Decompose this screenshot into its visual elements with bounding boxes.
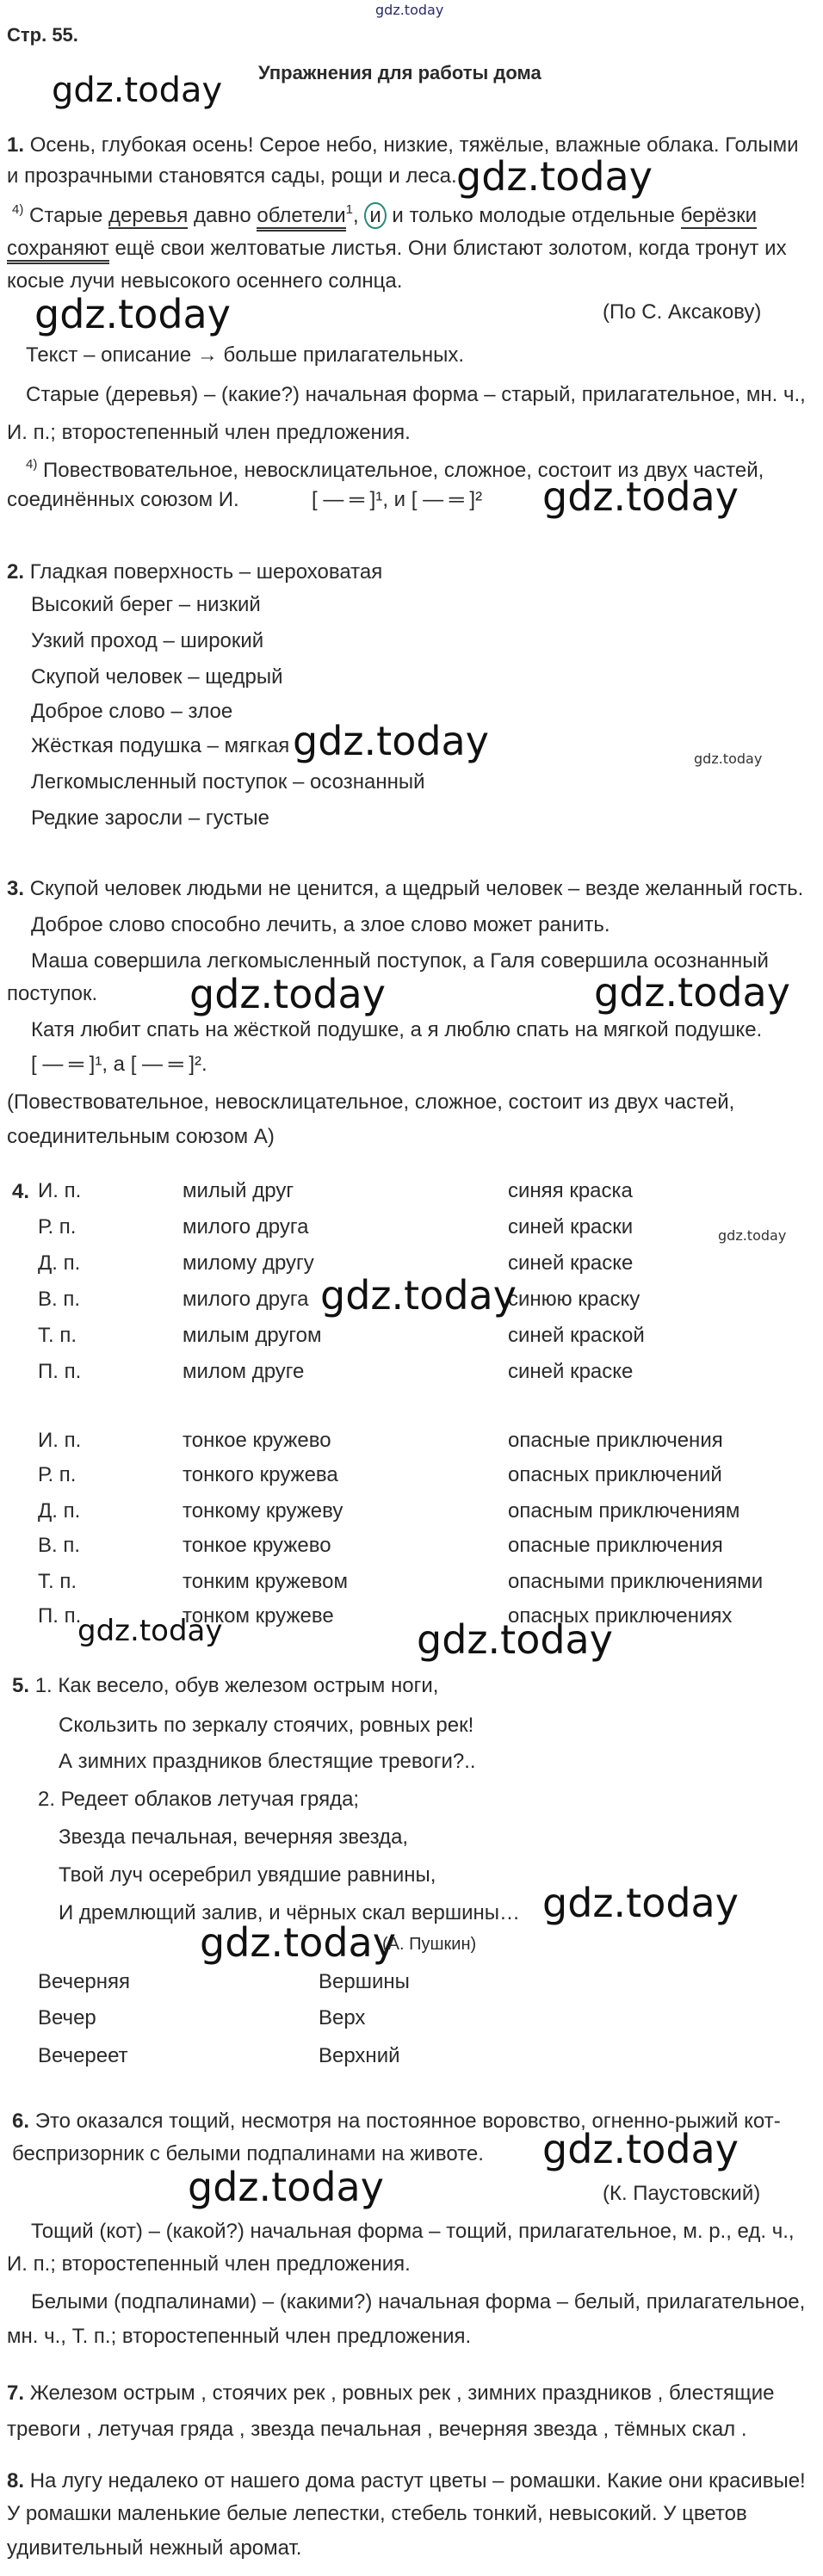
watermark: gdz.today — [456, 153, 653, 200]
ex2-item: Узкий проход – широкий — [31, 629, 264, 652]
declension-cell: тонкое кружево — [183, 1534, 331, 1557]
ex7-text-1: Железом острым , стоячих рек , ровных рек , зимних праздников , блестящие — [29, 2381, 775, 2405]
root-word: Вершины — [319, 1970, 410, 1993]
ex3-line-5: Катя любит спать на жёсткой подушке, а я люблю спать на мягкой подушке. — [31, 1018, 763, 1041]
ex1-line2: и прозрачными становятся сады, рощи и леса. — [7, 164, 457, 188]
ex6-answer-2: И. п.; второстепенный член предложения. — [7, 2252, 411, 2276]
watermark: gdz.today — [293, 718, 489, 764]
site-logo: gdz.today — [375, 2, 444, 18]
ex1-answer-1: Текст – описание → больше прилагательных. — [26, 343, 464, 367]
ex1-line3: $^{4)}$ Старые деревья давно облетели$^1$, и и только молодые отдельные берёзки — [12, 203, 757, 232]
watermark-small: gdz.today — [718, 1227, 787, 1244]
word-young: и только молодые отдельные — [392, 204, 675, 227]
word-old: Старые — [29, 204, 103, 227]
ex8-line-1 — [7, 2468, 806, 2494]
page-title: Упражнения для работы дома — [258, 62, 541, 83]
ex3-line-1 — [7, 876, 803, 902]
case-label: И. п. — [38, 1429, 82, 1452]
declension-cell: милого друга — [183, 1215, 309, 1239]
predicate-keep: сохраняют — [7, 237, 109, 264]
ex8-text-1: На лугу недалеко от нашего дома растут цветы – ромашки. Какие они красивые! — [29, 2469, 806, 2493]
case-label: Д. п. — [38, 1251, 81, 1275]
watermark: gdz.today — [34, 291, 231, 337]
mark-4: 4) — [26, 457, 38, 472]
ex6-line-2: беспризорник с белыми подпалинами на животе. — [12, 2142, 484, 2165]
declension-cell: милым другом — [183, 1324, 322, 1347]
page-number: Стр. 55. — [7, 24, 78, 46]
ex3-line-4: поступок. — [7, 982, 98, 1005]
watermark: gdz.today — [594, 969, 790, 1016]
ex6-author: (К. Паустовский) — [603, 2182, 761, 2205]
watermark: gdz.today — [188, 2164, 384, 2210]
ex1-answer-2: Старые (деревья) – (какие?) начальная форма – старый, прилагательное, мн. ч., — [26, 383, 806, 406]
poem-line: Твой луч осеребрил увядшие равнины, — [59, 1863, 436, 1887]
declension-cell: тонком кружеве — [183, 1604, 334, 1628]
poem-line: 1. Как весело, обув железом острым ноги, — [34, 1674, 439, 1697]
ex3-line-6: (Повествовательное, невосклицательное, сложное, состоит из двух частей, — [7, 1090, 735, 1114]
subject-birches: берёзки — [680, 204, 758, 227]
ex3-line-3: Маша совершила легкомысленный поступок, а Галя совершила осознанный — [31, 949, 769, 973]
root-word: Вечерняя — [38, 1970, 131, 1993]
watermark: gdz.today — [542, 2126, 739, 2172]
declension-cell: опасные приключения — [508, 1429, 723, 1452]
ex2-item: Редкие заросли – густые — [31, 806, 269, 830]
ex2-number: 2. — [7, 560, 25, 584]
word-long-ago: давно — [194, 204, 251, 227]
ex7-line-1 — [7, 2381, 774, 2406]
ex2-item: Высокий берег – низкий — [31, 593, 261, 616]
declension-cell: синяя краска — [508, 1179, 633, 1202]
ex1-text-4: ещё свои желтоватые листья. Они блистают золотом, когда тронут их — [114, 237, 787, 260]
root-word: Вечереет — [38, 2044, 128, 2067]
ex1-scheme: [ — ═ ]¹, и [ — ═ ]² — [312, 488, 483, 511]
declension-cell: синей краске — [508, 1360, 634, 1383]
declension-cell: опасные приключения — [508, 1534, 723, 1557]
case-label: Р. п. — [38, 1215, 77, 1239]
ex4-number: 4. — [12, 1180, 30, 1203]
declension-cell: тонким кружевом — [183, 1570, 348, 1593]
ex1-answer-4-text: Повествовательное, невосклицательное, сложное, состоит из двух частей, — [43, 459, 764, 482]
predicate-fell: облетели — [257, 204, 345, 232]
ex5-number: 5. — [12, 1674, 30, 1697]
ex1-text-1: Осень, глубокая осень! Серое небо, низкие, тяжёлые, влажные облака. Голыми — [29, 133, 799, 157]
declension-cell: опасных приключений — [508, 1463, 722, 1486]
case-label: Т. п. — [38, 1324, 77, 1347]
watermark: gdz.today — [320, 1272, 517, 1319]
ex6-answer-4: мн. ч., Т. п.; второстепенный член предложения. — [7, 2325, 472, 2348]
ex6-answer-1: Тощий (кот) – (какой?) начальная форма – тощий, прилагательное, м. р., ед. ч., — [31, 2220, 795, 2243]
watermark-small: gdz.today — [694, 751, 763, 767]
ex3-text-1: Скупой человек людьми не ценится, а щедрый человек – везде желанный гость. — [29, 877, 804, 900]
ex3-line-7: соединительным союзом А) — [7, 1125, 275, 1148]
ex5-author: (А. Пушкин) — [382, 1935, 477, 1954]
declension-cell: опасными приключениями — [508, 1570, 764, 1593]
poem-line: И дремлющий залив, и чёрных скал вершины… — [59, 1901, 521, 1924]
declension-cell: опасным приключениям — [508, 1499, 740, 1523]
case-label: Т. п. — [38, 1570, 77, 1593]
case-label: П. п. — [38, 1360, 82, 1383]
ex3-number: 3. — [7, 877, 25, 900]
case-label: И. п. — [38, 1179, 82, 1202]
declension-cell: тонкого кружева — [183, 1463, 338, 1486]
ex2-line-1 — [7, 559, 382, 585]
declension-cell: опасных приключениях — [508, 1604, 733, 1628]
ex2-item: Жёсткая подушка – мягкая — [31, 734, 290, 757]
declension-cell: милом друге — [183, 1360, 305, 1383]
ex1-line1 — [7, 133, 799, 158]
declension-cell: синей краске — [508, 1251, 634, 1275]
root-word: Вечер — [38, 2006, 96, 2029]
watermark: gdz.today — [189, 971, 386, 1017]
ex5-line-1 — [12, 1673, 438, 1699]
watermark: gdz.today — [52, 71, 223, 110]
watermark: gdz.today — [542, 473, 739, 520]
case-label: В. п. — [38, 1288, 81, 1311]
watermark: gdz.today — [200, 1919, 396, 1966]
declension-cell: синей краской — [508, 1324, 645, 1347]
subject-trees: деревья — [108, 204, 189, 227]
ex2-item: Гладкая поверхность – шероховатая — [29, 560, 383, 584]
poem-line: 2. Редеет облаков летучая гряда; — [38, 1788, 360, 1811]
ex3-scheme: [ — ═ ]¹, а [ — ═ ]². — [31, 1053, 207, 1076]
root-word: Верх — [319, 2006, 366, 2029]
watermark: gdz.today — [417, 1616, 613, 1663]
case-label: П. п. — [38, 1604, 82, 1628]
ex8-line-3: удивительный нежный аромат. — [7, 2536, 302, 2560]
declension-cell: синей краски — [508, 1215, 634, 1239]
ex6-text-1: Это оказался тощий, несмотря на постоянное воровство, огненно-рыжий кот- — [34, 2110, 781, 2133]
declension-cell: тонкому кружеву — [183, 1499, 343, 1523]
poem-line: А зимних праздников блестящие тревоги?.. — [59, 1750, 476, 1773]
ex1-answer-5: соединённых союзом И. — [7, 488, 239, 511]
case-label: Д. п. — [38, 1499, 81, 1523]
ex1-number: 1. — [7, 133, 25, 157]
ex1-line4 — [7, 236, 787, 262]
declension-cell: синюю краску — [508, 1288, 640, 1311]
ex7-number: 7. — [7, 2381, 25, 2405]
declension-cell: милый друг — [183, 1179, 294, 1202]
ex6-number: 6. — [12, 2110, 30, 2133]
ex1-answer-3: И. п.; второстепенный член предложения. — [7, 421, 411, 444]
ex2-item: Скупой человек – щедрый — [31, 665, 283, 689]
root-word: Верхний — [319, 2044, 400, 2067]
ex7-line-2: тревоги , летучая гряда , звезда печальная , вечерняя звезда , тёмных скал . — [7, 2418, 747, 2441]
watermark: gdz.today — [77, 1614, 223, 1648]
watermark: gdz.today — [542, 1880, 739, 1926]
poem-line: Звезда печальная, вечерняя звезда, — [59, 1825, 409, 1849]
case-label: Р. п. — [38, 1463, 77, 1486]
declension-cell: милого друга — [183, 1288, 309, 1311]
ex1-line5: косые лучи невысокого осеннего солнца. — [7, 269, 403, 293]
ex6-answer-3: Белыми (подпалинами) – (какими?) начальная форма – белый, прилагательное, — [31, 2290, 806, 2313]
ex8-line-2: У ромашки маленькие белые лепестки, стебель тонкий, невысокий. У цветов — [7, 2502, 747, 2525]
case-label: В. п. — [38, 1534, 81, 1557]
ex2-item: Доброе слово – злое — [31, 700, 233, 723]
ex8-number: 8. — [7, 2469, 25, 2493]
poem-line: Скользить по зеркалу стоячих, ровных рек! — [59, 1714, 474, 1737]
ex1-author: (По С. Аксакову) — [603, 300, 762, 324]
declension-cell: милому другу — [183, 1251, 314, 1275]
ex3-line-2: Доброе слово способно лечить, а злое слово может ранить. — [31, 913, 610, 936]
ex2-item: Легкомысленный поступок – осознанный — [31, 770, 425, 794]
declension-cell: тонкое кружево — [183, 1429, 331, 1452]
mark-4: 4) — [12, 202, 24, 217]
